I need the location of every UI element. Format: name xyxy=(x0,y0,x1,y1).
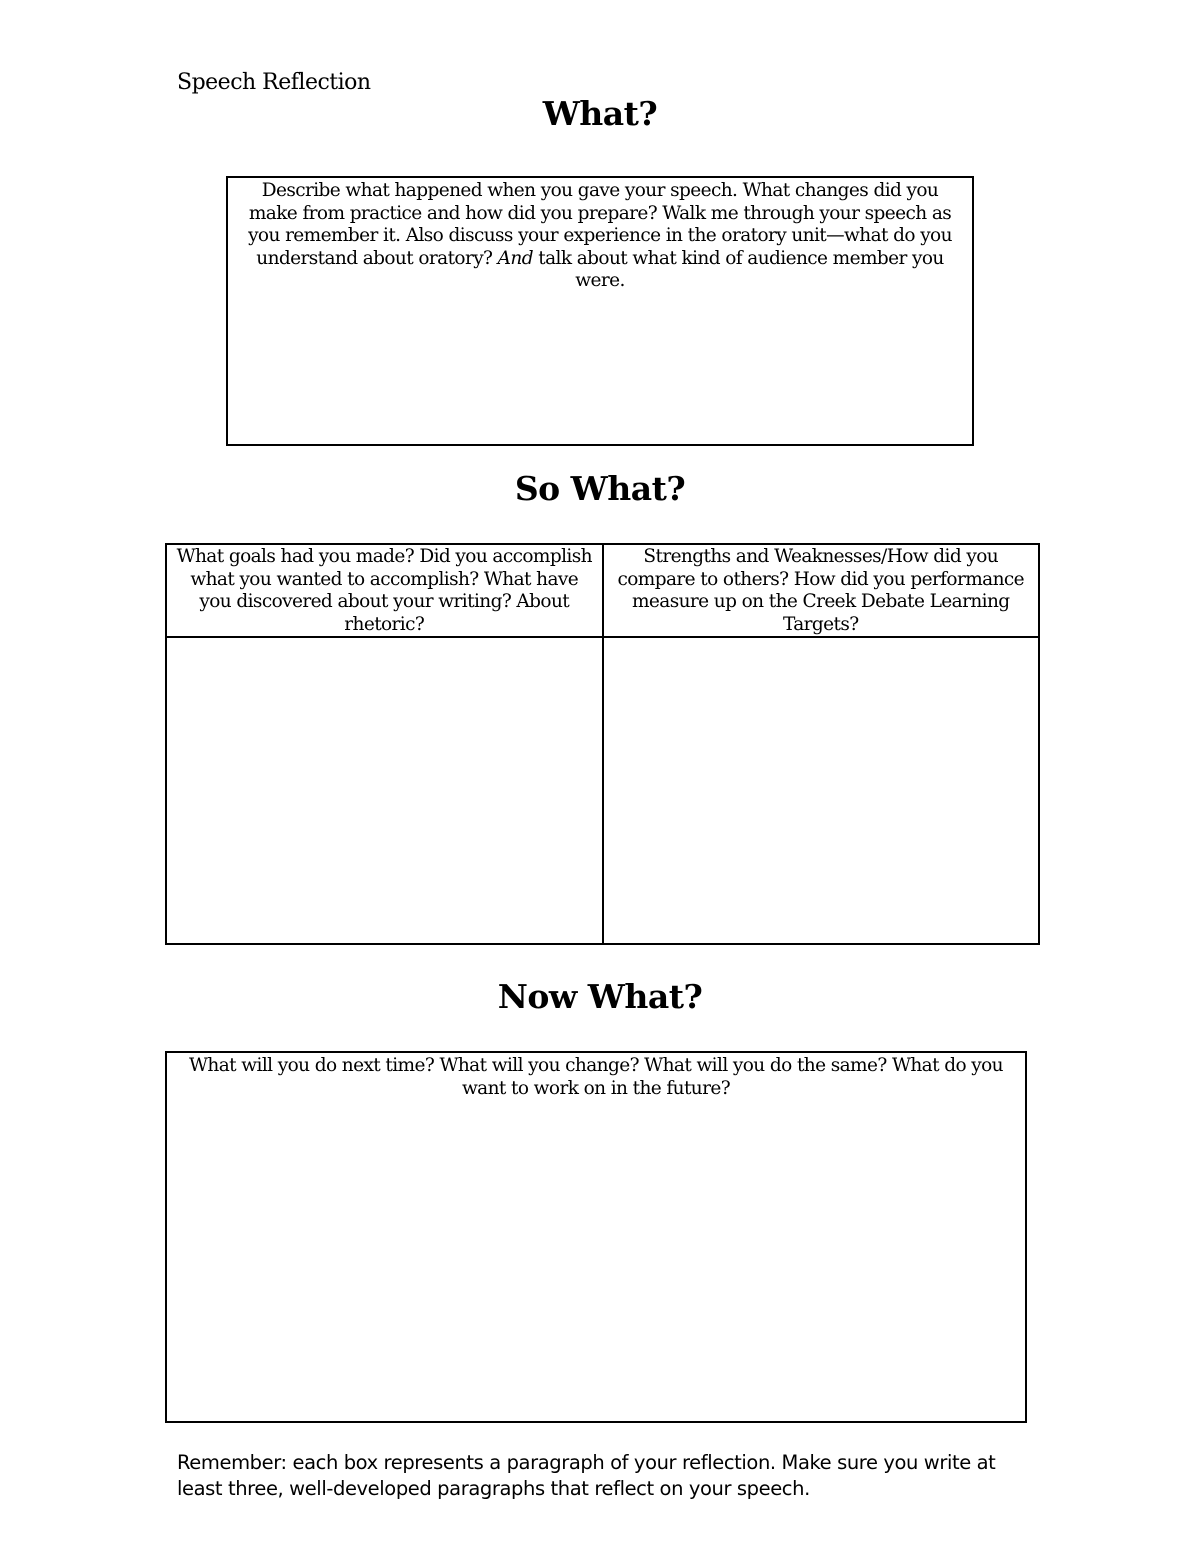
so-what-right-prompt: Strengths and Weaknesses/How did you compare to others? How did you performance measure up on the Creek Debate Learning Targets? xyxy=(617,546,1025,635)
so-what-left-prompt: What goals had you made? Did you accomplish what you wanted to accomplish? What have you discovered about your writing? About rhetoric? xyxy=(176,546,592,635)
so-what-left-prompt-cell xyxy=(166,544,603,637)
so-what-prompt-row xyxy=(166,544,1039,637)
what-heading: What? xyxy=(542,94,658,133)
now-what-prompt: What will you do next time? What will you change? What will you do the same? What do you want to work on in the future? xyxy=(189,1055,1003,1099)
now-what-response-box[interactable] xyxy=(165,1051,1027,1423)
so-what-response-row xyxy=(166,637,1039,944)
so-what-heading: So What? xyxy=(514,469,686,508)
footer-reminder: Remember: each box represents a paragraph of your reflection. Make sure you write at least three, well-developed paragraphs that reflect on your speech. xyxy=(177,1451,996,1500)
so-what-right-response-cell[interactable] xyxy=(603,637,1040,944)
so-what-right-prompt-cell xyxy=(603,544,1040,637)
now-what-heading: Now What? xyxy=(497,977,703,1016)
what-prompt-emphasis: And xyxy=(497,247,533,269)
so-what-left-response-cell[interactable] xyxy=(166,637,603,944)
what-prompt xyxy=(228,178,972,293)
document-label: Speech Reflection xyxy=(177,70,371,95)
so-what-table xyxy=(165,543,1040,945)
what-prompt-part2: talk about what kind of audience member you were. xyxy=(532,247,944,291)
what-prompt-part1: Describe what happened when you gave your speech. What changes did you make from practice and how did you prepare? Walk me through your speech as you remember it. Also discuss your experience in the oratory unit—what do you understand about oratory? xyxy=(248,180,952,269)
what-response-box[interactable] xyxy=(226,176,974,446)
